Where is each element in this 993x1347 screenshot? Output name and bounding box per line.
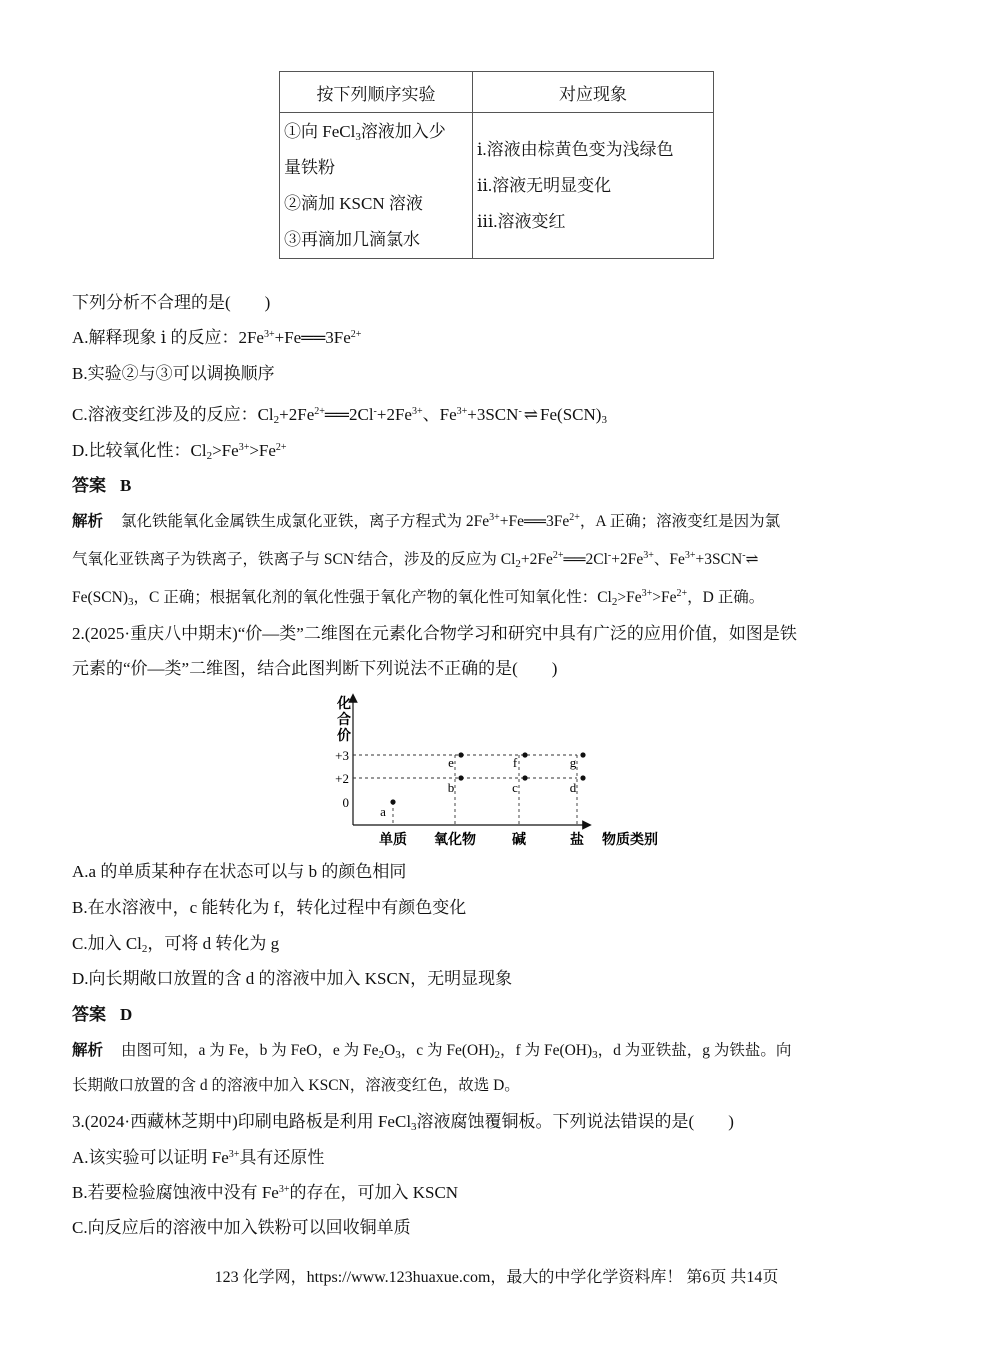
q2-option-d: D.向长期敞口放置的含 d 的溶液中加入 KSCN，无明显现象 <box>72 969 513 988</box>
point-f <box>522 752 527 757</box>
y-tick-label: +3 <box>335 748 349 763</box>
table-header: 按下列顺序实验 <box>280 72 473 113</box>
q1-option-a: A.解释现象 ⅰ 的反应：$2Fe^{3+}+Fe══3Fe^{2+}$ <box>72 328 362 347</box>
x-tick-label: 盐 <box>570 833 584 848</box>
step-1c: 量铁粉 <box>284 157 335 177</box>
point-label-e: e <box>448 755 454 770</box>
q2-analysis-line-1: 解析 由图可知，a 为 Fe，b 为 FeO，e 为 $Fe_2O_3$，c 为 $Fe(OH)_2$，f 为 $Fe(OH)_3$，d 为亚铁盐，g 为铁盐。向 <box>72 1042 792 1061</box>
q1-option-b: B.实验②与③可以调换顺序 <box>72 364 275 383</box>
point-e <box>458 752 463 757</box>
subscript: 3 <box>355 130 361 143</box>
phenomenon-1: ⅰ.溶液由棕黄色变为浅绿色 <box>477 139 674 159</box>
experiment-steps <box>280 113 473 259</box>
point-label-d: d <box>569 780 577 795</box>
step-3: ③再滴加几滴氯水 <box>284 229 420 249</box>
step-1a: ①向 FeCl <box>284 121 356 141</box>
y-axis-label-char: 价 <box>337 729 351 744</box>
y-tick-label: +2 <box>335 771 349 786</box>
point-label-c: c <box>512 780 518 795</box>
valence-class-chart <box>325 690 670 852</box>
point-a <box>390 799 395 804</box>
phenomena <box>473 113 714 259</box>
q2-answer: 答案 D <box>72 1005 133 1024</box>
point-g <box>580 752 585 757</box>
x-tick-label: 单质 <box>379 833 407 848</box>
page-footer: 123 化学网，https://www.123huaxue.com，最大的中学化学资料库！ 第6页 共14页 <box>214 1269 779 1286</box>
x-tick-label: 氧化物 <box>434 833 476 848</box>
q1-answer: 答案 B <box>72 476 132 495</box>
point-label-g: g <box>569 755 577 770</box>
q1-analysis-line-1: 解析 氯化铁能氧化金属铁生成氯化亚铁，离子方程式为 $2Fe^{3+}+Fe══3Fe^{2+}$，A 正确；溶液变红是因为氯 <box>72 512 781 530</box>
step-1b: 溶液加入少 <box>360 121 446 141</box>
y-axis-label-char: 化 <box>337 697 351 712</box>
experiment-table <box>279 71 714 259</box>
q2-option-b: B.在水溶液中，c 能转化为 f，转化过程中有颜色变化 <box>72 898 467 917</box>
q1-analysis-line-2: 气氧化亚铁离子为铁离子，铁离子与 SCN-结合，涉及的反应为 $Cl_2+2Fe^{2+}══2Cl^-+2Fe^{3+}$、$Fe^{3+}+3SCN^-\rightleftharpoons$ <box>72 550 759 570</box>
x-axis-label: 物质类别 <box>602 833 658 848</box>
x-tick-label: 碱 <box>512 833 526 848</box>
q1-stem: 下列分析不合理的是( ) <box>72 293 271 312</box>
point-c <box>522 775 527 780</box>
q3-option-b: B.若要检验腐蚀液中没有 $Fe^{3+}$的存在，可加入 KSCN <box>72 1183 459 1202</box>
y-tick-label: 0 <box>342 795 349 810</box>
point-label-f: f <box>512 755 518 770</box>
q1-analysis-line-3: $Fe(SCN)_3$，C 正确；根据氧化剂的氧化性强于氧化产物的氧化性可知氧化性：$Cl_2>Fe^{3+}>Fe^{2+}$，D 正确。 <box>72 588 765 608</box>
step-2: ②滴加 KSCN 溶液 <box>284 193 423 213</box>
q1-option-c: C.溶液变红涉及的反应：$Cl_2+2Fe^{2+}══2Cl^-+2Fe^{3+}$、$Fe^{3+}+3SCN^-$ ⇌ $Fe(SCN)_3$ <box>72 405 607 426</box>
q3-option-c: C.向反应后的溶液中加入铁粉可以回收铜单质 <box>72 1218 411 1237</box>
q2-option-a: A.a 的单质某种存在状态可以与 b 的颜色相同 <box>72 862 407 881</box>
table-header: 对应现象 <box>473 72 714 113</box>
phenomenon-2: ⅱ.溶液无明显变化 <box>477 175 612 195</box>
point-d <box>580 775 585 780</box>
q2-stem-line-2: 元素的“价—类”二维图，结合此图判断下列说法不正确的是( ) <box>72 659 558 678</box>
q3-option-a: A.该实验可以证明 $Fe^{3+}$具有还原性 <box>72 1148 325 1167</box>
point-label-b: b <box>447 780 455 795</box>
phenomenon-3: ⅲ.溶液变红 <box>477 211 566 231</box>
q2-stem-line-1: 2.(2025·重庆八中期末)“价—类”二维图在元素化合物学习和研究中具有广泛的应用价值，如图是铁 <box>72 624 797 643</box>
q2-analysis-line-2: 长期敞口放置的含 d 的溶液中加入 KSCN，溶液变红色，故选 D。 <box>72 1077 520 1094</box>
q3-stem: 3.(2024·西藏林芝期中)印刷电路板是利用 FeCl$_3$溶液腐蚀覆铜板。下列说法错误的是( ) <box>72 1112 734 1133</box>
q2-option-c: C.加入 $Cl_2$，可将 d 转化为 g <box>72 934 280 955</box>
point-label-a: a <box>380 804 386 819</box>
q1-option-d: D.比较氧化性：$Cl_2>Fe^{3+}>Fe^{2+}$ <box>72 441 287 462</box>
y-axis-label-char: 合 <box>337 713 351 728</box>
point-b <box>458 775 463 780</box>
